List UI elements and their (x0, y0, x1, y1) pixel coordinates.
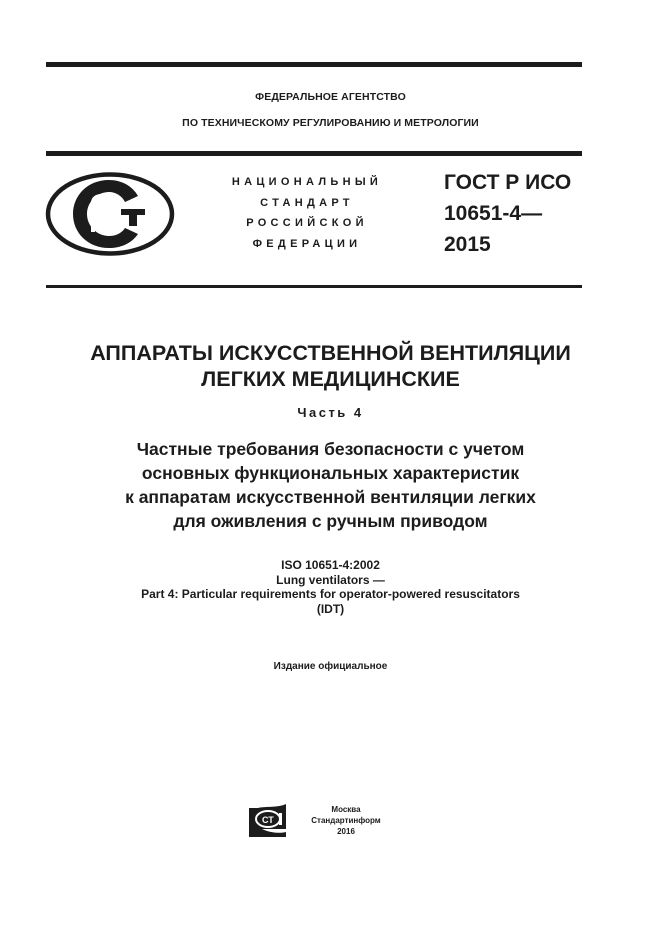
national-standard-line2: СТАНДАРТ (260, 196, 354, 209)
national-standard-line3: РОССИЙСКОЙ (246, 217, 368, 229)
part-number: Часть 4 (297, 405, 364, 420)
title-line1: АППАРАТЫ ИСКУССТВЕННОЙ ВЕНТИЛЯЦИИ (90, 341, 571, 365)
subtitle-line2: основных функциональных характеристик (141, 463, 520, 483)
publisher-city: Москва (331, 805, 361, 814)
national-standard-line1: НАЦИОНАЛЬНЫЙ (231, 176, 383, 188)
designation-line2: 10651-4— (444, 202, 543, 225)
publisher-name: Стандартинформ (311, 816, 381, 825)
iso-reference (0, 558, 661, 616)
subtitle-line3: к аппаратам искусственной вентиляции легких (125, 487, 536, 507)
publisher-info (308, 804, 384, 837)
national-standard-label (212, 172, 402, 254)
rst-logo-icon (45, 172, 175, 256)
document-subtitle (0, 437, 661, 533)
header-rule (46, 151, 582, 156)
publisher-year: 2016 (337, 827, 355, 836)
title-line2: ЛЕГКИХ МЕДИЦИНСКИЕ (201, 367, 460, 391)
agency-name-line2: ПО ТЕХНИЧЕСКОМУ РЕГУЛИРОВАНИЮ И МЕТРОЛОГИИ (182, 117, 479, 129)
svg-text:СТ: СТ (262, 815, 274, 825)
subtitle-line4: для оживления с ручным приводом (173, 511, 488, 531)
iso-line4: (IDT) (316, 601, 345, 616)
top-rule (46, 62, 582, 67)
standard-designation (444, 167, 571, 260)
national-standard-line4: ФЕДЕРАЦИИ (252, 237, 362, 250)
standartinform-logo-icon (248, 802, 288, 838)
section-rule (46, 285, 582, 288)
designation-line3: 2015 (444, 233, 491, 256)
subtitle-line1: Частные требования безопасности с учетом (136, 439, 525, 459)
edition-label: Издание официальное (273, 661, 388, 672)
iso-line2: Lung ventilators — (276, 572, 385, 587)
designation-line1: ГОСТ Р ИСО (444, 171, 572, 194)
document-title (0, 340, 661, 392)
iso-line3: Part 4: Particular requirements for operator-powered resuscitators (141, 587, 520, 601)
agency-name-line1: ФЕДЕРАЛЬНОЕ АГЕНТСТВО (255, 91, 406, 103)
iso-code: ISO 10651-4:2002 (281, 558, 380, 572)
